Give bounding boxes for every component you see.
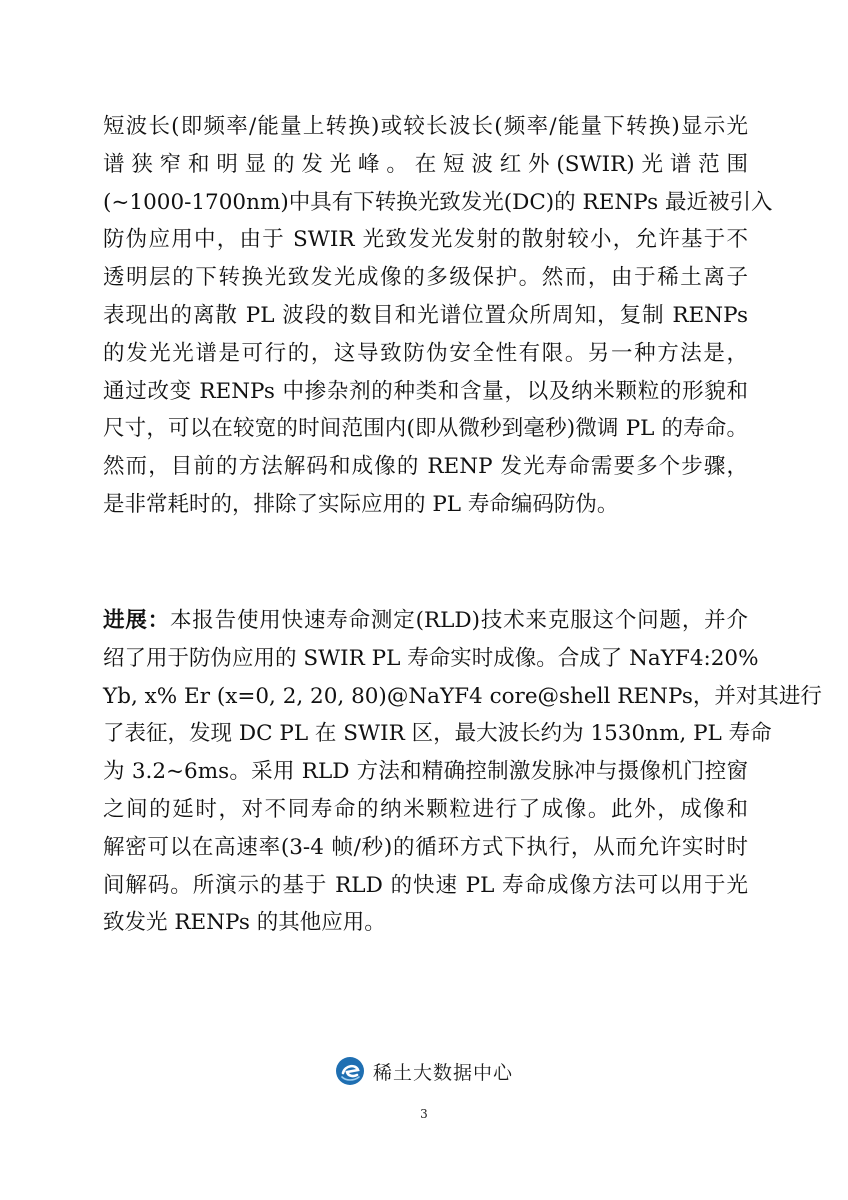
text-line: 通过改变 RENPs 中掺杂剂的种类和含量，以及纳米颗粒的形貌和	[103, 378, 748, 404]
text-line-first	[103, 602, 748, 640]
paragraph-progress	[103, 602, 822, 942]
text-line-rest: 本报告使用快速寿命测定(RLD)技术来克服这个问题，并介	[169, 608, 748, 633]
text-line: 是非常耗时的，排除了实际应用的 PL 寿命编码防伪。	[103, 491, 619, 517]
text-line: 然而，目前的方法解码和成像的 RENP 发光寿命需要多个步骤，	[103, 454, 748, 480]
section-lead-label: 进展：	[103, 608, 170, 633]
text-line: 谱狭窄和明显的发光峰。在短波红外(SWIR)光谱范围	[103, 151, 748, 177]
text-line: 解密可以在高速率(3-4 帧/秒)的循环方式下执行，从而允许实时时	[103, 834, 748, 860]
text-line: 了表征，发现 DC PL 在 SWIR 区，最大波长约为 1530nm, PL 寿命	[103, 721, 772, 747]
text-line: 尺寸，可以在较宽的时间范围内(即从微秒到毫秒)微调 PL 的寿命。	[103, 416, 748, 442]
paragraph-background	[103, 108, 773, 524]
text-line: 致发光 RENPs 的其他应用。	[103, 910, 386, 936]
text-line: 短波长(即频率/能量上转换)或较长波长(频率/能量下转换)显示光	[103, 114, 748, 139]
text-line: 防伪应用中，由于 SWIR 光致发光发射的散射较小，允许基于不	[103, 227, 748, 253]
text-line: 的发光光谱是可行的，这导致防伪安全性有限。另一种方法是，	[103, 340, 748, 366]
text-line: 为 3.2~6ms。采用 RLD 方法和精确控制激发脉冲与摄像机门控窗	[103, 759, 748, 785]
page-number: 3	[420, 1107, 428, 1121]
rare-earth-big-data-logo-icon	[335, 1056, 365, 1086]
text-line: 绍了用于防伪应用的 SWIR PL 寿命实时成像。合成了 NaYF4:20%	[103, 645, 759, 671]
text-line: 透明层的下转换光致发光成像的多级保护。然而，由于稀土离子	[103, 265, 748, 291]
footer-brand	[0, 1056, 848, 1086]
text-line: Yb, x% Er (x=0, 2, 20, 80)@NaYF4 core@shell RENPs，并对其进行	[103, 683, 822, 709]
text-line: 表现出的离散 PL 波段的数目和光谱位置众所周知，复制 RENPs	[103, 302, 748, 328]
text-line: 间解码。所演示的基于 RLD 的快速 PL 寿命成像方法可以用于光	[103, 872, 748, 898]
text-line: 之间的延时，对不同寿命的纳米颗粒进行了成像。此外，成像和	[103, 796, 748, 822]
brand-name: 稀土大数据中心	[372, 1061, 513, 1084]
text-line: (~1000-1700nm)中具有下转换光致发光(DC)的 RENPs 最近被引入	[103, 189, 773, 215]
